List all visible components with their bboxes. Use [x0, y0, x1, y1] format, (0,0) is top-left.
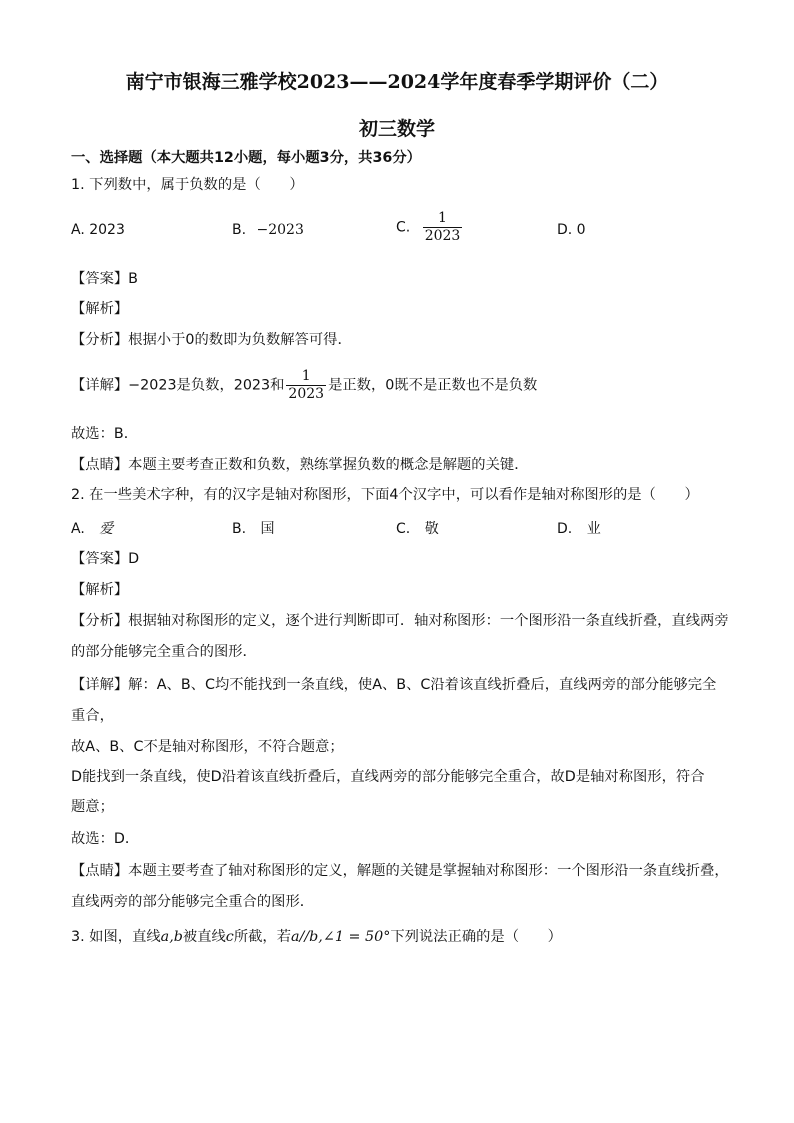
q2-fenxi-line-1: 【分析】根据轴对称图形的定义，逐个进行判断即可．轴对称图形：一个图形沿一条直线折叠，直线两旁	[71, 613, 729, 629]
q1-comment: 【点睛】本题主要考查正数和负数，熟练掌握负数的概念是解题的关键．	[71, 457, 529, 473]
q2-option-d	[557, 518, 601, 538]
q3-stem-part-1: 3. 如图，直线	[71, 929, 161, 945]
q3-stem-part-2: 被直线	[182, 929, 226, 945]
q1-option-d: D. 0	[557, 222, 586, 238]
q2-choose: 故选：D．	[71, 831, 140, 847]
q2-comment-line-1: 【点睛】本题主要考查了轴对称图形的定义，解题的关键是掌握轴对称图形：一个图形沿一条直线折叠，	[71, 863, 729, 879]
q2-analysis-label: 【解析】	[71, 582, 129, 598]
q1-option-c-fraction	[423, 210, 463, 245]
q2-option-a	[71, 518, 113, 538]
q1-fenxi: 【分析】根据小于0的数即为负数解答可得．	[71, 332, 352, 348]
q2-detail-line-2: 重合，	[71, 708, 114, 724]
q2-detail-line-5: 题意；	[71, 799, 114, 815]
q2-stem: 2. 在一些美术字种，有的汉字是轴对称图形，下面4个汉字中，可以看作是轴对称图形的是（ ）	[71, 487, 699, 503]
q3-lines-ab: a,b	[160, 929, 183, 945]
q1-stem: 1. 下列数中，属于负数的是（ ）	[71, 177, 304, 193]
q2-option-d-char: 业	[586, 521, 601, 537]
q2-option-b-label: B.	[232, 521, 247, 537]
q1-option-b-value: −2023	[256, 222, 304, 238]
q3-stem-part-4: 下列说法正确的是（ ）	[390, 929, 562, 945]
fraction-numerator: 1	[438, 210, 447, 226]
q3-stem-part-3: 所截，若	[233, 929, 291, 945]
q2-option-a-char: 爱	[99, 521, 114, 537]
q3-condition: a//b,∠1 = 50°	[291, 929, 391, 945]
fraction-denominator: 2023	[424, 228, 461, 244]
q1-option-a: A. 2023	[71, 222, 125, 238]
q2-option-a-label: A.	[71, 521, 85, 537]
q2-detail-line-4: D能找到一条直线，使D沿着该直线折叠后，直线两旁的部分能够完全重合，故D是轴对称图形，符合	[71, 769, 705, 785]
page-subtitle: 初三数学	[358, 118, 435, 140]
q3-line-c: c	[225, 929, 234, 945]
q2-option-b-char: 国	[260, 521, 275, 537]
section-heading: 一、选择题（本大题共12小题，每小题3分，共36分）	[71, 150, 421, 166]
q2-option-d-label: D.	[557, 521, 573, 537]
fraction-denominator: 2023	[288, 386, 325, 402]
q3-stem	[71, 927, 726, 947]
q1-option-c	[396, 210, 464, 245]
fraction-numerator: 1	[301, 368, 311, 384]
q1-detail-fraction	[286, 368, 326, 403]
q2-option-c	[396, 518, 439, 538]
q1-answer: 【答案】B	[71, 271, 138, 287]
q1-option-b-label: B.	[232, 222, 247, 238]
q1-analysis-label: 【解析】	[71, 301, 129, 317]
q2-detail-line-3: 故A、B、C不是轴对称图形，不符合题意；	[71, 739, 344, 755]
q1-option-c-label: C.	[396, 219, 411, 236]
q1-detail-post: 是正数，0既不是正数也不是负数	[328, 377, 538, 394]
q1-choose: 故选：B．	[71, 426, 138, 442]
q2-comment-line-2: 直线两旁的部分能够完全重合的图形．	[71, 894, 315, 910]
q2-answer: 【答案】D	[71, 551, 140, 567]
q1-detail-pre: 【详解】−2023是负数，2023和	[71, 377, 285, 394]
page-title: 南宁市银海三雅学校2023——2024学年度春季学期评价（二）	[125, 71, 669, 93]
q1-detail	[71, 368, 726, 403]
q2-detail-line-1: 【详解】解：A、B、C均不能找到一条直线，使A、B、C沿着该直线折叠后，直线两旁的部分能够完全	[71, 677, 717, 693]
q1-option-b	[232, 222, 304, 238]
q2-option-b	[232, 518, 275, 538]
q2-fenxi-line-2: 的部分能够完全重合的图形．	[71, 644, 257, 660]
q2-option-c-char: 敬	[424, 521, 439, 537]
q2-option-c-label: C.	[396, 521, 411, 537]
